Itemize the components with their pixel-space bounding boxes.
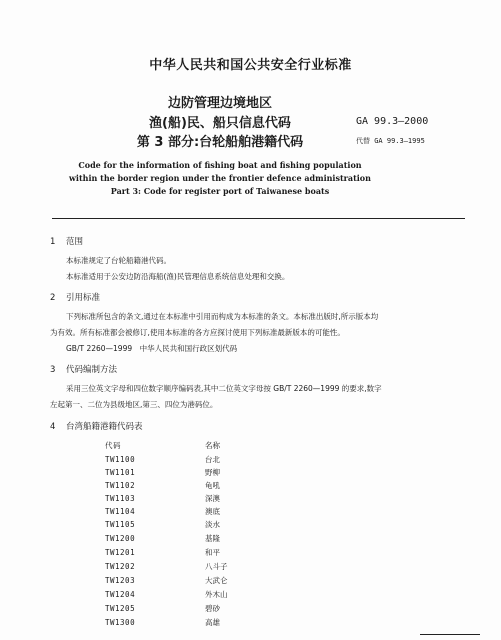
table-row bbox=[105, 518, 220, 531]
port-code: TW1300 bbox=[105, 618, 136, 627]
port-name: 澳底 bbox=[205, 507, 220, 516]
port-name: 台北 bbox=[205, 455, 220, 464]
table-row bbox=[105, 532, 220, 545]
port-name: 外木山 bbox=[205, 590, 228, 599]
title-line-1: 边防管理边境地区 bbox=[167, 96, 272, 111]
english-title-line-1: Code for the information of fishing boat and fishing population bbox=[78, 160, 362, 170]
section-3-para-1: 采用三位英文字母和四位数字顺序编码表,其中二位英文字母按 GB/T 2260—1999 的要求,数字 bbox=[66, 384, 382, 393]
table-row bbox=[105, 466, 220, 479]
standard-org-header: 中华人民共和国公共安全行业标准 bbox=[149, 58, 352, 73]
english-title-line-2: within the border region under the frontier defence administration bbox=[69, 173, 371, 183]
port-code: TW1200 bbox=[105, 534, 136, 543]
port-code: TW1104 bbox=[105, 507, 136, 516]
port-code: TW1205 bbox=[105, 604, 136, 613]
code-table-header bbox=[105, 439, 220, 452]
code-column-header: 代码 bbox=[105, 441, 121, 450]
port-code: TW1102 bbox=[105, 481, 136, 490]
section-2-para-1: 下列标准所包含的条文,通过在本标准中引用而构成为本标准的条文。本标准出版时,所示版本均 bbox=[66, 312, 379, 321]
table-row bbox=[105, 453, 220, 466]
port-code: TW1201 bbox=[105, 548, 136, 557]
title-line-2: 渔(船)民、船只信息代码 bbox=[149, 116, 291, 131]
section-3-heading bbox=[50, 363, 117, 375]
table-row bbox=[105, 479, 220, 492]
port-name: 和平 bbox=[205, 548, 220, 557]
section-2-reference: GB/T 2260—1999 中华人民共和国行政区划代码 bbox=[66, 344, 238, 353]
port-code: TW1105 bbox=[105, 520, 136, 529]
section-title: 代码编制方法 bbox=[66, 365, 118, 375]
port-code: TW1204 bbox=[105, 590, 136, 599]
section-number: 3 bbox=[50, 365, 56, 375]
table-row bbox=[105, 588, 228, 601]
section-number: 1 bbox=[50, 237, 56, 247]
section-title: 范围 bbox=[66, 237, 84, 247]
section-1-para-2: 本标准适用于公安边防沿海船(渔)民管理信息系统信息处理和交换。 bbox=[66, 272, 290, 281]
section-1-para-1: 本标准规定了台轮船籍港代码。 bbox=[66, 256, 171, 265]
port-code: TW1100 bbox=[105, 455, 136, 464]
port-name: 高雄 bbox=[205, 618, 220, 627]
port-name: 大武仑 bbox=[205, 576, 228, 585]
section-2-heading bbox=[50, 291, 100, 303]
standard-number: GA 99.3—2000 bbox=[356, 116, 429, 127]
section-1-heading bbox=[50, 235, 83, 247]
section-title: 引用标准 bbox=[66, 293, 101, 303]
section-3-para-2: 左起第一、二位为县级地区,第三、四位为港码位。 bbox=[50, 400, 218, 409]
port-code: TW1203 bbox=[105, 576, 136, 585]
section-number: 4 bbox=[50, 422, 56, 432]
table-row bbox=[105, 616, 220, 629]
port-name: 深澳 bbox=[205, 494, 220, 503]
header-rule bbox=[52, 218, 465, 219]
section-number: 2 bbox=[50, 293, 56, 303]
section-title: 台湾船籍港籍代码表 bbox=[66, 422, 143, 432]
port-code: TW1202 bbox=[105, 562, 136, 571]
table-row bbox=[105, 492, 220, 505]
port-name: 基隆 bbox=[205, 534, 220, 543]
table-row bbox=[105, 602, 220, 615]
table-row bbox=[105, 574, 228, 587]
replaces-standard: 代替 GA 99.3—1995 bbox=[356, 137, 425, 145]
table-row bbox=[105, 560, 228, 573]
port-name: 碧砂 bbox=[205, 604, 220, 613]
port-name: 龟吼 bbox=[205, 481, 220, 490]
section-2-para-2: 为有效。所有标准都会被修订,使用本标准的各方应探讨使用下列标准最新版本的可能性。 bbox=[50, 328, 345, 337]
section-4-heading bbox=[50, 420, 143, 432]
table-row bbox=[105, 546, 220, 559]
title-line-3: 第 3 部分:台轮船舶港籍代码 bbox=[136, 135, 304, 150]
english-title-line-3: Part 3: Code for register port of Taiwanese boats bbox=[110, 186, 330, 196]
port-code: TW1103 bbox=[105, 494, 136, 503]
port-name: 淡水 bbox=[205, 520, 220, 529]
port-code: TW1101 bbox=[105, 468, 136, 477]
port-name: 野柳 bbox=[205, 468, 220, 477]
port-name: 八斗子 bbox=[205, 562, 228, 571]
table-row bbox=[105, 505, 220, 518]
name-column-header: 名称 bbox=[205, 441, 220, 450]
page-edge-mark bbox=[420, 634, 480, 635]
